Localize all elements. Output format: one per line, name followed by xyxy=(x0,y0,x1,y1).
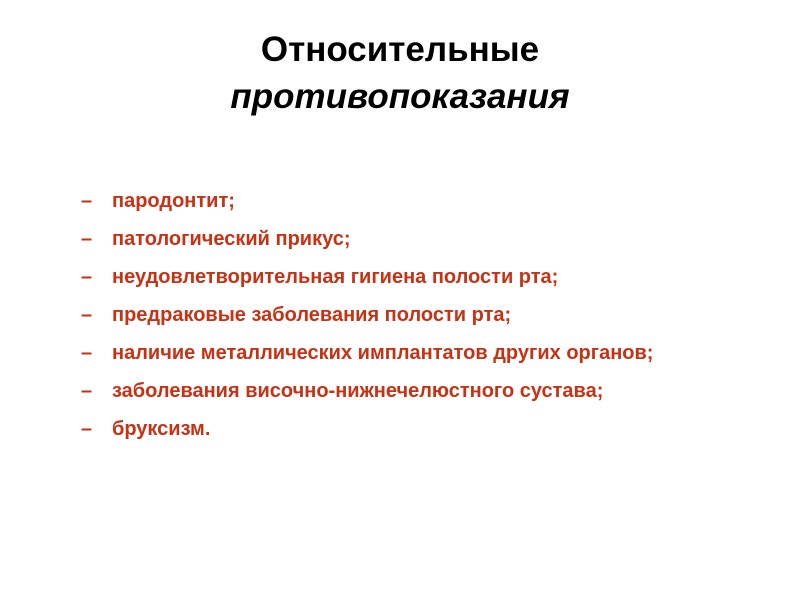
list-item-text: патологический прикус; xyxy=(112,228,351,250)
bullet-dash: – xyxy=(81,418,93,440)
contraindications-list xyxy=(81,186,741,452)
bullet-dash: – xyxy=(81,266,93,288)
bullet-dash: – xyxy=(81,380,93,402)
list-item xyxy=(81,376,741,406)
list-item xyxy=(81,262,741,292)
slide-title xyxy=(0,26,800,120)
bullet-dash: – xyxy=(81,228,93,250)
list-item xyxy=(81,300,741,330)
bullet-dash: – xyxy=(81,304,93,326)
list-item xyxy=(81,414,741,444)
bullet-dash: – xyxy=(81,190,93,212)
bullet-dash: – xyxy=(81,342,93,364)
list-item xyxy=(81,338,741,368)
list-item-text: наличие металлических имплантатов других органов; xyxy=(112,342,654,364)
list-item-text: заболевания височно-нижнечелюстного сустава; xyxy=(112,380,604,402)
list-item xyxy=(81,186,741,216)
list-item-text: неудовлетворительная гигиена полости рта; xyxy=(112,266,559,288)
list-item-text: пародонтит; xyxy=(112,190,235,212)
list-item-text: предраковые заболевания полости рта; xyxy=(112,304,512,326)
title-line-1: Относительные xyxy=(260,30,540,69)
list-item-text: бруксизм. xyxy=(112,418,211,440)
title-line-2: противопоказания xyxy=(230,77,570,116)
list-item xyxy=(81,224,741,254)
